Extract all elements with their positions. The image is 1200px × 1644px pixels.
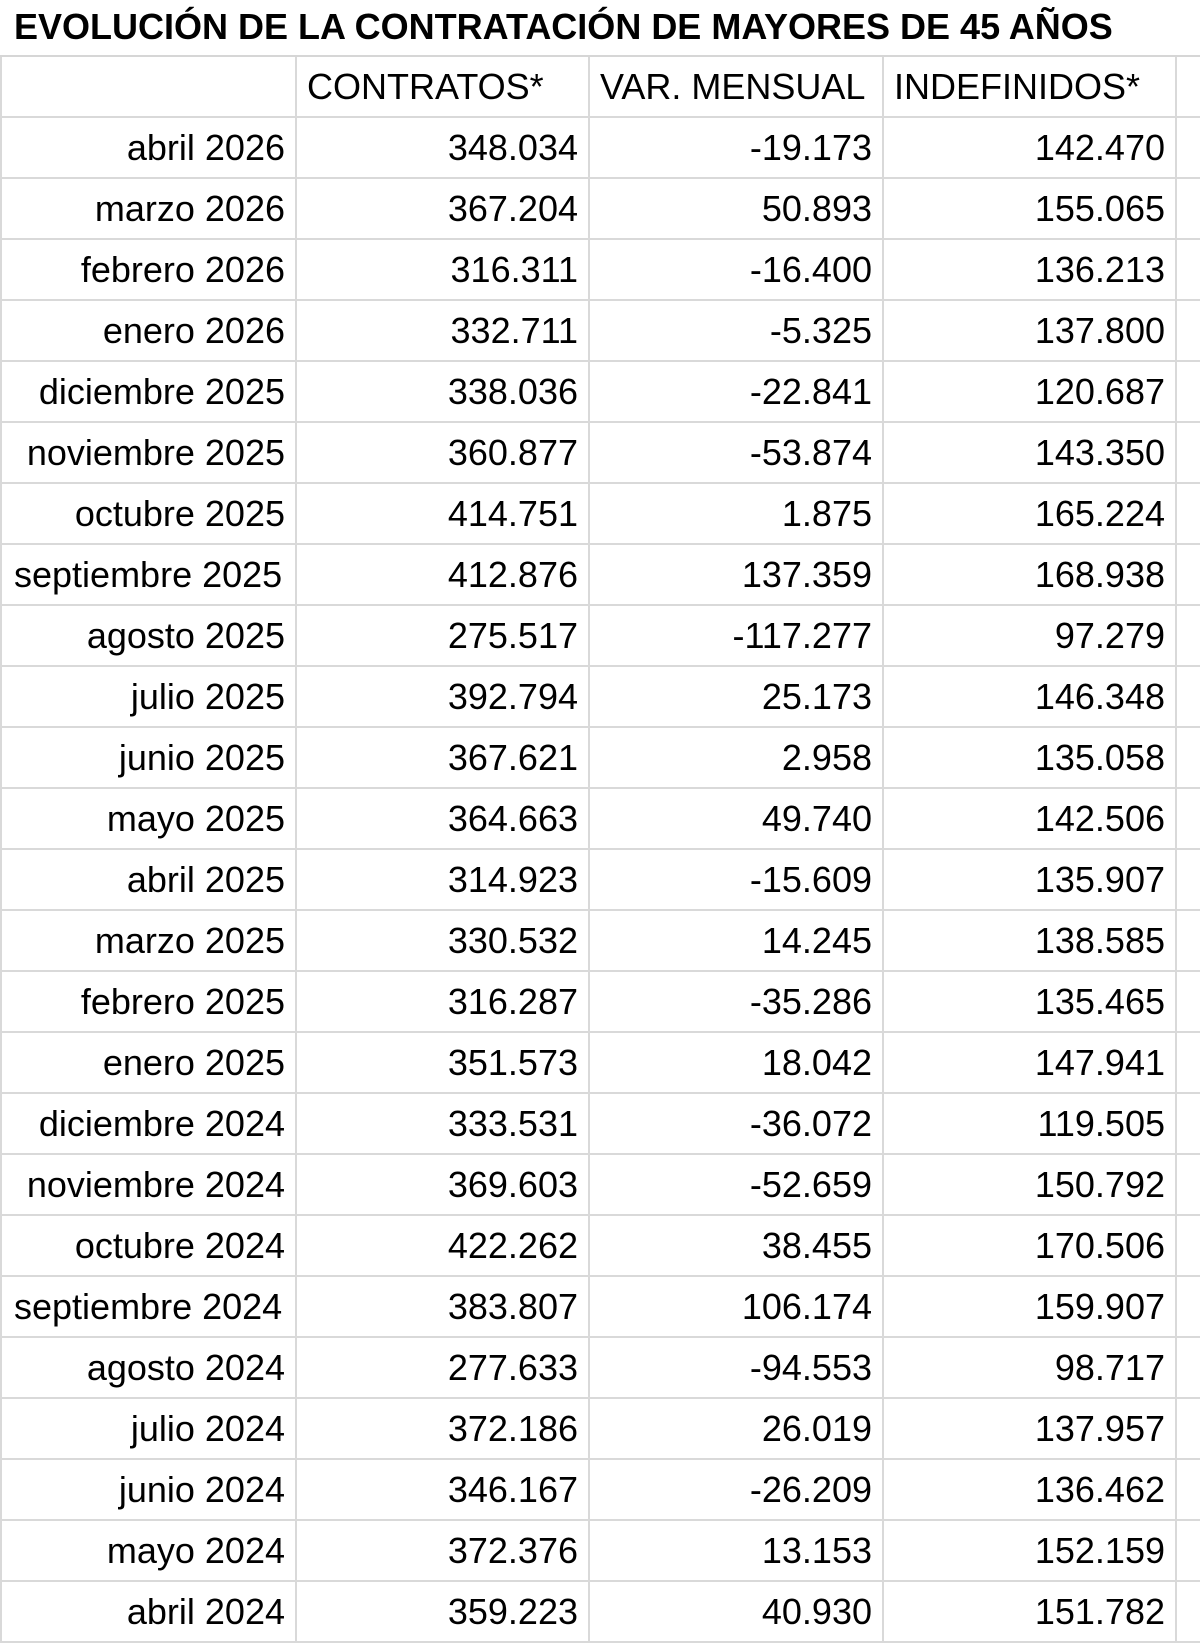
month-cell[interactable]: noviembre 2025	[0, 423, 297, 482]
var-mensual-cell[interactable]: -117.277	[590, 606, 884, 665]
var-mensual-cell[interactable]: -35.286	[590, 972, 884, 1031]
indefinidos-cell[interactable]: 168.938	[884, 545, 1177, 604]
month-cell[interactable]: mayo 2024	[0, 1521, 297, 1580]
var-mensual-cell[interactable]: 49.740	[590, 789, 884, 848]
month-cell[interactable]: junio 2024	[0, 1460, 297, 1519]
empty-cell[interactable]	[1177, 240, 1200, 299]
indefinidos-cell[interactable]: 151.782	[884, 1582, 1177, 1641]
empty-cell[interactable]	[1177, 911, 1200, 970]
empty-cell[interactable]	[1177, 301, 1200, 360]
contratos-cell[interactable]: 369.603	[297, 1155, 590, 1214]
table-row	[0, 972, 1200, 1033]
month-cell[interactable]: noviembre 2024	[0, 1155, 297, 1214]
contratos-cell[interactable]: 332.711	[297, 301, 590, 360]
table-row	[0, 362, 1200, 423]
month-cell[interactable]: octubre 2025	[0, 484, 297, 543]
table-row	[0, 1094, 1200, 1155]
header-cell-contratos[interactable]: CONTRATOS*	[297, 57, 590, 116]
contratos-cell[interactable]: 372.376	[297, 1521, 590, 1580]
data-grid	[0, 57, 1200, 1643]
month-cell[interactable]: octubre 2024	[0, 1216, 297, 1275]
contratos-cell[interactable]: 422.262	[297, 1216, 590, 1275]
var-mensual-cell[interactable]: -16.400	[590, 240, 884, 299]
table-row	[0, 1155, 1200, 1216]
var-mensual-cell[interactable]: 2.958	[590, 728, 884, 787]
var-mensual-cell[interactable]: 137.359	[590, 545, 884, 604]
indefinidos-cell[interactable]: 142.470	[884, 118, 1177, 177]
indefinidos-cell[interactable]: 119.505	[884, 1094, 1177, 1153]
month-cell[interactable]: febrero 2025	[0, 972, 297, 1031]
contratos-cell[interactable]: 392.794	[297, 667, 590, 726]
indefinidos-cell[interactable]: 137.800	[884, 301, 1177, 360]
indefinidos-cell[interactable]: 135.058	[884, 728, 1177, 787]
empty-cell[interactable]	[1177, 1216, 1200, 1275]
table-row	[0, 1277, 1200, 1338]
table-row	[0, 545, 1200, 606]
header-row	[0, 57, 1200, 118]
empty-cell[interactable]	[1177, 1399, 1200, 1458]
indefinidos-cell[interactable]: 147.941	[884, 1033, 1177, 1092]
header-cell-month[interactable]	[0, 57, 297, 116]
var-mensual-cell[interactable]: -52.659	[590, 1155, 884, 1214]
table-row	[0, 911, 1200, 972]
table-row	[0, 118, 1200, 179]
contratos-cell[interactable]: 351.573	[297, 1033, 590, 1092]
empty-cell[interactable]	[1177, 1582, 1200, 1641]
var-mensual-cell[interactable]: 26.019	[590, 1399, 884, 1458]
empty-cell[interactable]	[1177, 423, 1200, 482]
empty-cell[interactable]	[1177, 606, 1200, 665]
month-cell[interactable]: julio 2024	[0, 1399, 297, 1458]
indefinidos-cell[interactable]: 136.213	[884, 240, 1177, 299]
month-cell[interactable]: abril 2025	[0, 850, 297, 909]
table-row	[0, 1582, 1200, 1643]
header-cell-empty[interactable]	[1177, 57, 1200, 116]
table-row	[0, 484, 1200, 545]
month-cell[interactable]: enero 2025	[0, 1033, 297, 1092]
empty-cell[interactable]	[1177, 1460, 1200, 1519]
contratos-cell[interactable]: 372.186	[297, 1399, 590, 1458]
table-row	[0, 1216, 1200, 1277]
indefinidos-cell[interactable]: 142.506	[884, 789, 1177, 848]
empty-cell[interactable]	[1177, 972, 1200, 1031]
header-cell-var-mensual[interactable]: VAR. MENSUAL	[590, 57, 884, 116]
var-mensual-cell[interactable]: -26.209	[590, 1460, 884, 1519]
var-mensual-cell[interactable]: 13.153	[590, 1521, 884, 1580]
title-row[interactable]	[0, 0, 1200, 57]
month-cell[interactable]: agosto 2024	[0, 1338, 297, 1397]
month-cell[interactable]: septiembre 2025	[0, 545, 297, 604]
month-cell[interactable]: diciembre 2025	[0, 362, 297, 421]
contratos-cell[interactable]: 346.167	[297, 1460, 590, 1519]
var-mensual-cell[interactable]: -5.325	[590, 301, 884, 360]
contratos-cell[interactable]: 367.621	[297, 728, 590, 787]
month-cell[interactable]: marzo 2025	[0, 911, 297, 970]
var-mensual-cell[interactable]: -19.173	[590, 118, 884, 177]
var-mensual-cell[interactable]: 18.042	[590, 1033, 884, 1092]
contratos-cell[interactable]: 348.034	[297, 118, 590, 177]
empty-cell[interactable]	[1177, 1155, 1200, 1214]
contratos-cell[interactable]: 330.532	[297, 911, 590, 970]
indefinidos-cell[interactable]: 146.348	[884, 667, 1177, 726]
table-row	[0, 1399, 1200, 1460]
var-mensual-cell[interactable]: 106.174	[590, 1277, 884, 1336]
empty-cell[interactable]	[1177, 1338, 1200, 1397]
contratos-cell[interactable]: 316.287	[297, 972, 590, 1031]
month-cell[interactable]: junio 2025	[0, 728, 297, 787]
var-mensual-cell[interactable]: -94.553	[590, 1338, 884, 1397]
empty-cell[interactable]	[1177, 728, 1200, 787]
table-row	[0, 240, 1200, 301]
table-row	[0, 1338, 1200, 1399]
table-row	[0, 850, 1200, 911]
contratos-cell[interactable]: 414.751	[297, 484, 590, 543]
indefinidos-cell[interactable]: 150.792	[884, 1155, 1177, 1214]
contratos-cell[interactable]: 333.531	[297, 1094, 590, 1153]
sheet-title: EVOLUCIÓN DE LA CONTRATACIÓN DE MAYORES DE 45 AÑOS	[14, 6, 1113, 47]
empty-cell[interactable]	[1177, 1033, 1200, 1092]
month-cell[interactable]: julio 2025	[0, 667, 297, 726]
month-cell[interactable]: diciembre 2024	[0, 1094, 297, 1153]
contratos-cell[interactable]: 359.223	[297, 1582, 590, 1641]
month-cell[interactable]: abril 2024	[0, 1582, 297, 1641]
indefinidos-cell[interactable]: 136.462	[884, 1460, 1177, 1519]
empty-cell[interactable]	[1177, 179, 1200, 238]
empty-cell[interactable]	[1177, 1521, 1200, 1580]
table-row	[0, 1033, 1200, 1094]
indefinidos-cell[interactable]: 135.907	[884, 850, 1177, 909]
var-mensual-cell[interactable]: -36.072	[590, 1094, 884, 1153]
indefinidos-cell[interactable]: 135.465	[884, 972, 1177, 1031]
empty-cell[interactable]	[1177, 789, 1200, 848]
table-row	[0, 1521, 1200, 1582]
indefinidos-cell[interactable]: 159.907	[884, 1277, 1177, 1336]
empty-cell[interactable]	[1177, 850, 1200, 909]
var-mensual-cell[interactable]: 14.245	[590, 911, 884, 970]
month-cell[interactable]: abril 2026	[0, 118, 297, 177]
indefinidos-cell[interactable]: 97.279	[884, 606, 1177, 665]
empty-cell[interactable]	[1177, 1277, 1200, 1336]
indefinidos-cell[interactable]: 138.585	[884, 911, 1177, 970]
contratos-cell[interactable]: 277.633	[297, 1338, 590, 1397]
table-row	[0, 1460, 1200, 1521]
var-mensual-cell[interactable]: 25.173	[590, 667, 884, 726]
var-mensual-cell[interactable]: 50.893	[590, 179, 884, 238]
contratos-cell[interactable]: 360.877	[297, 423, 590, 482]
empty-cell[interactable]	[1177, 1094, 1200, 1153]
month-cell[interactable]: agosto 2025	[0, 606, 297, 665]
var-mensual-cell[interactable]: 40.930	[590, 1582, 884, 1641]
contratos-cell[interactable]: 316.311	[297, 240, 590, 299]
empty-cell[interactable]	[1177, 667, 1200, 726]
var-mensual-cell[interactable]: 38.455	[590, 1216, 884, 1275]
empty-cell[interactable]	[1177, 545, 1200, 604]
indefinidos-cell[interactable]: 155.065	[884, 179, 1177, 238]
indefinidos-cell[interactable]: 98.717	[884, 1338, 1177, 1397]
contratos-cell[interactable]: 383.807	[297, 1277, 590, 1336]
empty-cell[interactable]	[1177, 362, 1200, 421]
month-cell[interactable]: marzo 2026	[0, 179, 297, 238]
empty-cell[interactable]	[1177, 118, 1200, 177]
empty-cell[interactable]	[1177, 484, 1200, 543]
indefinidos-cell[interactable]: 137.957	[884, 1399, 1177, 1458]
month-cell[interactable]: septiembre 2024	[0, 1277, 297, 1336]
contratos-cell[interactable]: 275.517	[297, 606, 590, 665]
month-cell[interactable]: febrero 2026	[0, 240, 297, 299]
var-mensual-cell[interactable]: 1.875	[590, 484, 884, 543]
indefinidos-cell[interactable]: 152.159	[884, 1521, 1177, 1580]
indefinidos-cell[interactable]: 170.506	[884, 1216, 1177, 1275]
header-cell-indefinidos[interactable]: INDEFINIDOS*	[884, 57, 1177, 116]
var-mensual-cell[interactable]: -15.609	[590, 850, 884, 909]
table-row	[0, 606, 1200, 667]
indefinidos-cell[interactable]: 165.224	[884, 484, 1177, 543]
table-row	[0, 728, 1200, 789]
month-cell[interactable]: enero 2026	[0, 301, 297, 360]
contratos-cell[interactable]: 412.876	[297, 545, 590, 604]
table-row	[0, 423, 1200, 484]
contratos-cell[interactable]: 364.663	[297, 789, 590, 848]
table-row	[0, 179, 1200, 240]
var-mensual-cell[interactable]: -22.841	[590, 362, 884, 421]
month-cell[interactable]: mayo 2025	[0, 789, 297, 848]
var-mensual-cell[interactable]: -53.874	[590, 423, 884, 482]
table-row	[0, 667, 1200, 728]
contratos-cell[interactable]: 367.204	[297, 179, 590, 238]
indefinidos-cell[interactable]: 143.350	[884, 423, 1177, 482]
indefinidos-cell[interactable]: 120.687	[884, 362, 1177, 421]
contratos-cell[interactable]: 338.036	[297, 362, 590, 421]
table-row	[0, 789, 1200, 850]
table-row	[0, 301, 1200, 362]
contratos-cell[interactable]: 314.923	[297, 850, 590, 909]
